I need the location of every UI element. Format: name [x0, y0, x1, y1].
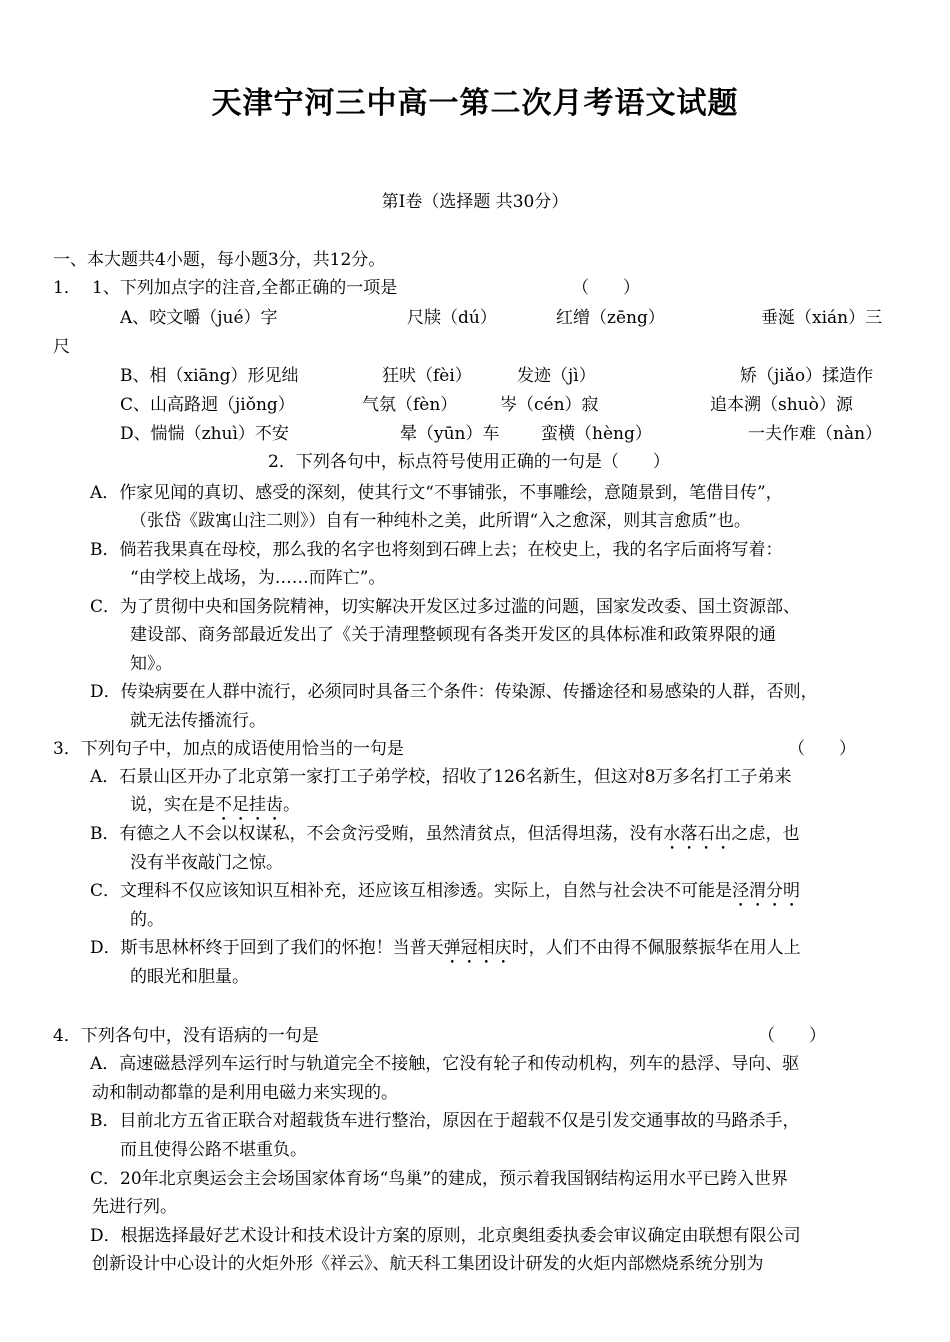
- q1-option-b2: 狂吠（fèi）: [382, 366, 472, 386]
- q1-option-a1: A、咬文嚼（jué）字: [120, 308, 278, 328]
- q1-option-c1: C、山高路迥（jiǒng）: [120, 395, 295, 415]
- q4-option-b2: 而且使得公路不堪重负。: [120, 1140, 307, 1160]
- q3-stem: 3．下列句子中，加点的成语使用恰当的一句是: [53, 739, 404, 759]
- q1-option-c2: 气氛（fèn）: [362, 395, 458, 415]
- q3-option-c2: 的。: [130, 910, 164, 930]
- q4-option-c2: 先进行列。: [92, 1197, 177, 1217]
- q4-option-a1: A．高速磁悬浮列车运行时与轨道完全不接触，它没有轮子和传动机构，列车的悬浮、导向、驱: [90, 1054, 800, 1074]
- q1-option-d1: D、惴惴（zhuì）不安: [120, 424, 289, 444]
- q3-option-b1: [90, 823, 800, 854]
- q3-option-d2: 的眼光和胆量。: [130, 967, 249, 987]
- q3-option-a1: A．石景山区开办了北京第一家打工子弟学校，招收了126名新生，但这对8万多名打工子弟来: [90, 767, 792, 787]
- q1-option-a3: 红缯（zēng）: [556, 308, 665, 328]
- q2-option-c3: 知》。: [130, 654, 173, 674]
- q2-option-d2: 就无法传播流行。: [130, 711, 266, 731]
- q3-c1-text: C．文理科不仅应该知识互相补充，还应该互相渗透。实际上，自然与社会决不可能是: [90, 881, 733, 901]
- q1-option-b3: 发迹（jì）: [517, 366, 596, 386]
- q3-b1-text: B．有德之人不会以权谋私，不会贪污受贿，虽然清贫点，但活得坦荡，没有: [90, 824, 664, 844]
- q1-option-a5: 尺: [53, 337, 70, 357]
- q1-option-d2: 晕（yūn）车: [400, 424, 500, 444]
- q2-option-d1: D．传染病要在人群中流行，必须同时具备三个条件：传染源、传播途径和易感染的人群，否则，: [90, 682, 818, 702]
- q3-option-b2: 没有半夜敲门之惊。: [130, 853, 283, 873]
- q3-a2-dotted-idiom: 不足挂齿: [215, 795, 283, 815]
- q3-a2-end: 。: [283, 795, 300, 815]
- q4-option-b1: B．目前北方五省正联合对超载货车进行整治，原因在于超载不仅是引发交通事故的马路杀手，: [90, 1111, 800, 1131]
- q1-option-c3: 岑（cén）寂: [500, 395, 599, 415]
- q4-option-d2: 创新设计中心设计的火炬外形《祥云》、航天科工集团设计研发的火炬内部燃烧系统分别为: [92, 1254, 764, 1274]
- q1-option-a2: 尺牍（dú）: [407, 308, 497, 328]
- q4-option-d1: D．根据选择最好艺术设计和技术设计方案的原则，北京奥组委执委会审议确定由联想有限公司: [90, 1226, 801, 1246]
- q2-option-b1: B．倘若我果真在母校，那么我的名字也将刻到石碑上去；在校史上，我的名字后面将写着：: [90, 540, 783, 560]
- q1-option-b4: 矫（jiǎo）揉造作: [740, 366, 874, 386]
- section-subtitle: 第Ⅰ卷（选择题 共30分）: [381, 192, 569, 212]
- q3-d1-end: 时，人们不由得不佩服蔡振华在用人上: [511, 938, 801, 958]
- q2-option-b2: “由学校上战场，为……而阵亡”。: [130, 568, 386, 588]
- q1-option-d4: 一夫作难（nàn）: [748, 424, 883, 444]
- q3-option-d1: [90, 937, 801, 968]
- q1-option-d3: 蛮横（hèng）: [541, 424, 652, 444]
- section-instruction: 一、本大题共4小题，每小题3分，共12分。: [53, 250, 386, 270]
- q4-answer-paren: （ ）: [758, 1026, 826, 1046]
- q3-c1-dotted-idiom: 泾渭分明: [732, 881, 801, 901]
- q3-d1-text: D．斯韦思林杯终于回到了我们的怀抱！当普天: [90, 938, 444, 958]
- q3-a2-text: 说，实在是: [130, 795, 215, 815]
- q1-option-b1: B、相（xiāng）形见绌: [120, 366, 299, 386]
- q2-option-a1: A．作家见闻的真切、感受的深刻，使其行文“不事铺张，不事雕绘，意随景到，笔借目传”，: [90, 483, 783, 503]
- q1-stem: 1、下列加点字的注音,全都正确的一项是: [92, 278, 398, 298]
- q2-stem: 2．下列各句中，标点符号使用正确的一句是（ ）: [268, 452, 670, 472]
- q2-option-a2: （张岱《跋寓山注二则》）自有一种纯朴之美，此所谓“入之愈深，则其言愈质”也。: [130, 511, 751, 531]
- q1-answer-paren: （ ）: [572, 278, 640, 298]
- q2-option-c1: C．为了贯彻中央和国务院精神，切实解决开发区过多过滥的问题，国家发改委、国土资源部、: [90, 597, 801, 617]
- page-title: 天津宁河三中高一第二次月考语文试题: [211, 86, 739, 121]
- q3-d1-dotted-idiom: 弹冠相庆: [443, 938, 512, 958]
- q4-option-a2: 动和制动都靠的是利用电磁力来实现的。: [92, 1083, 398, 1103]
- q2-option-c2: 建设部、商务部最近发出了《关于清理整顿现有各类开发区的具体标准和政策界限的通: [130, 625, 776, 645]
- q4-option-c1: C．20年北京奥运会主会场国家体育场“鸟巢”的建成，预示着我国钢结构运用水平已跨入世界: [90, 1169, 789, 1189]
- q4-stem: 4．下列各句中，没有语病的一句是: [53, 1026, 319, 1046]
- q3-option-a2: [130, 794, 300, 825]
- q3-option-c1: [90, 880, 800, 911]
- q3-b1-dotted-idiom: 水落石出: [663, 824, 732, 844]
- q1-option-c4: 追本溯（shuò）源: [710, 395, 853, 415]
- q3-answer-paren: （ ）: [788, 739, 856, 759]
- q1-number: 1．: [53, 278, 81, 298]
- q3-b1-end: 之虑，也: [731, 824, 800, 844]
- q1-option-a4: 垂涎（xián）三: [761, 308, 883, 328]
